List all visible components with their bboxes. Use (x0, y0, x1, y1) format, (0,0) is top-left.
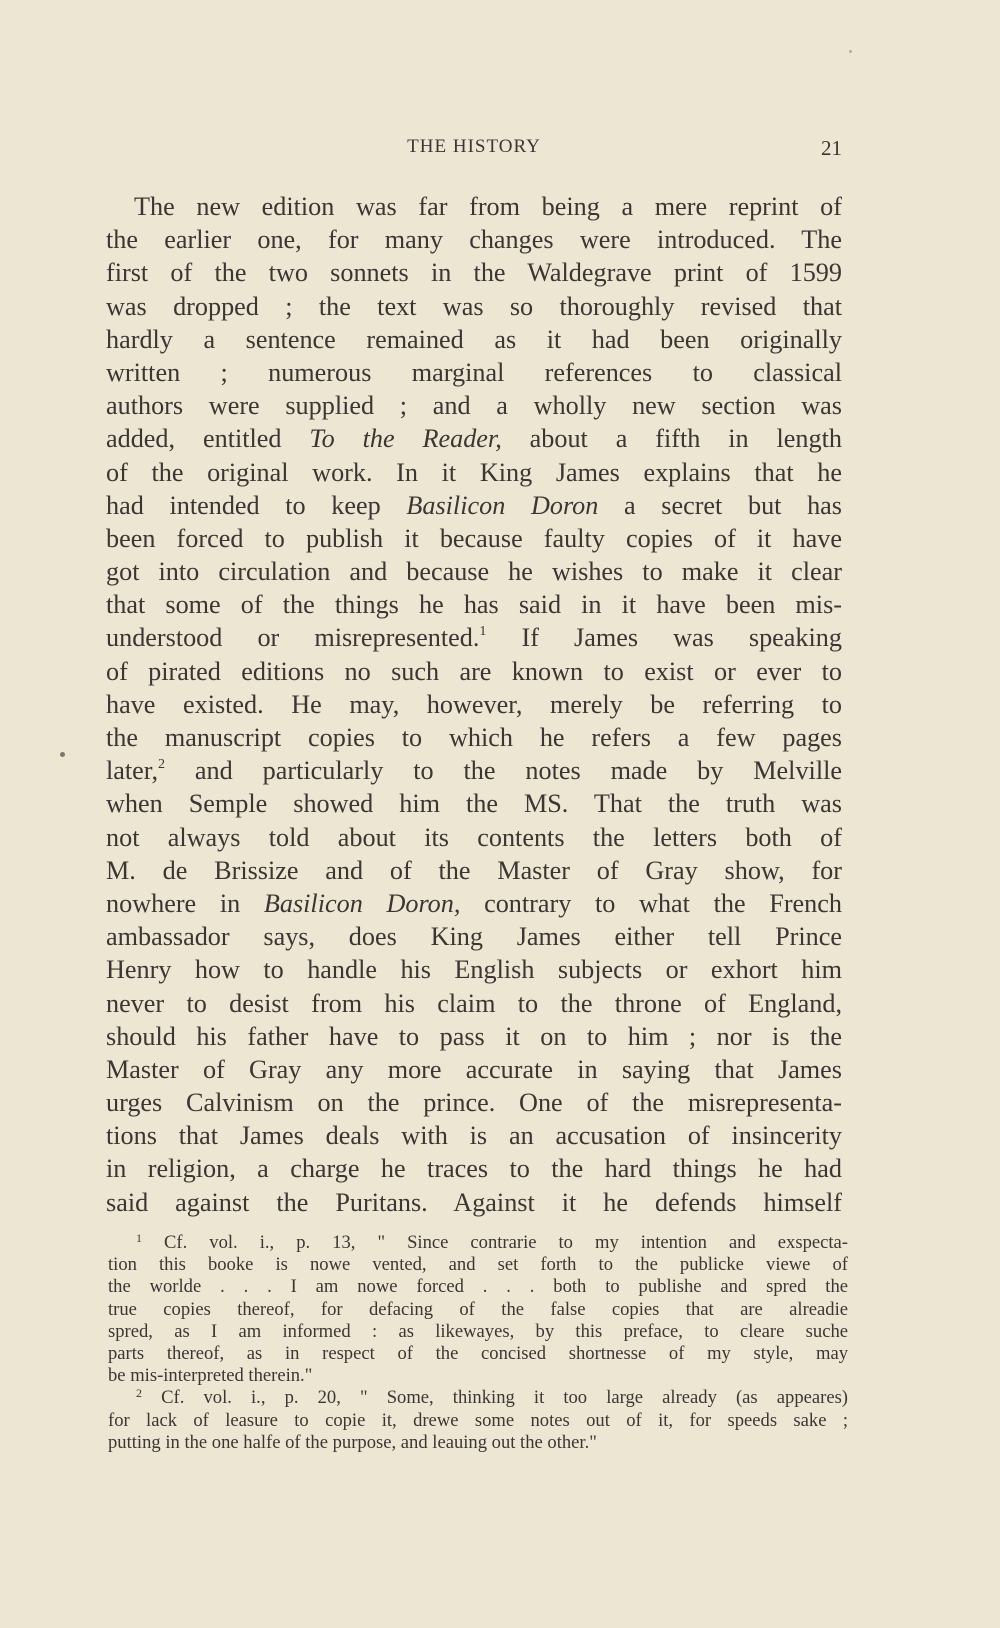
text-line: not always told about its contents the letters both of (106, 822, 842, 852)
footnote-line: the worlde . . . I am nowe forced . . . both to publishe and spred the (108, 1276, 848, 1298)
text-line (106, 422, 842, 455)
text-line: hardly a sentence remained as it had been originally (106, 324, 842, 354)
text-line: the earlier one, for many changes were introduced. The (106, 225, 842, 255)
text-line (106, 621, 842, 654)
text-line: been forced to publish it because faulty copies of it have (106, 523, 842, 553)
italic-title: Basilicon Doron (406, 490, 599, 520)
footnote-text: Cf. vol. i., p. 13, " Since contrarie to my intention and exspecta- (164, 1232, 848, 1253)
text-fragment: about a fifth in length (501, 424, 842, 454)
footnotes (108, 1232, 848, 1454)
footnote-line (108, 1387, 848, 1409)
footnote-line: putting in the one halfe of the purpose, and leauing out the other." (108, 1431, 597, 1453)
italic-title: To the Reader, (309, 424, 502, 454)
text-line: M. de Brissize and of the Master of Gray show, for (106, 855, 842, 885)
text-line: authors were supplied ; and a wholly new section was (106, 391, 842, 421)
footnote-line: spred, as I am informed : as likewayes, by this preface, to cleare suche (108, 1320, 848, 1342)
text-fragment: If James was speaking (486, 623, 842, 653)
text-fragment: added, entitled (106, 424, 310, 454)
running-title: THE HISTORY (407, 136, 541, 157)
footnote-line (108, 1232, 848, 1254)
text-line: The new edition was far from being a mere reprint of (134, 192, 842, 221)
footnote-line: for lack of leasure to copie it, drewe some notes out of it, for speeds sake ; (108, 1409, 848, 1431)
text-line: have existed. He may, however, merely be referring to (106, 689, 842, 719)
text-line: of pirated editions no such are known to exist or ever to (106, 656, 842, 686)
page-number: 21 (821, 136, 842, 160)
text-line (106, 887, 842, 920)
text-line: of the original work. In it King James explains that he (106, 457, 842, 487)
text-fragment: understood or misrepresented. (106, 623, 480, 653)
text-line: in religion, a charge he traces to the hard things he had (106, 1154, 842, 1184)
text-fragment: nowhere in (106, 888, 264, 918)
italic-title: Basilicon Doron, (263, 888, 461, 918)
text-line: never to desist from his claim to the throne of England, (106, 988, 842, 1018)
footnote-text: Cf. vol. i., p. 20, " Some, thinking it too large already (as appeares) (161, 1387, 848, 1409)
footnote-line: tion this booke is nowe vented, and set forth to the publicke viewe of (108, 1254, 848, 1276)
text-line: Master of Gray any more accurate in saying that James (106, 1054, 842, 1084)
text-line: got into circulation and because he wishes to make it clear (106, 557, 842, 587)
footnote-marker: 2 (136, 1386, 142, 1401)
body-text (106, 190, 842, 1219)
text-line (106, 489, 842, 522)
footnote-reference: 1 (479, 624, 487, 640)
text-line: when Semple showed him the MS. That the truth was (106, 789, 842, 819)
text-line: that some of the things he has said in it have been mis- (106, 590, 842, 620)
text-line: tions that James deals with is an accusation of insincerity (106, 1121, 842, 1151)
text-line: said against the Puritans. Against it he defends himself (106, 1187, 842, 1217)
text-line (106, 754, 842, 787)
running-head (106, 136, 842, 162)
text-fragment: contrary to what the French (460, 888, 842, 918)
text-line: urges Calvinism on the prince. One of the misrepresenta- (106, 1088, 842, 1118)
text-fragment: had intended to keep (106, 490, 407, 520)
text-fragment: a secret but has (598, 490, 842, 520)
footnote-line: true copies thereof, for defacing of the false copies that are alreadie (108, 1298, 848, 1320)
text-line: Henry how to handle his English subjects or exhort him (106, 955, 842, 985)
text-line: first of the two sonnets in the Waldegrave print of 1599 (106, 258, 842, 288)
footnote-line: be mis-interpreted therein." (108, 1365, 313, 1387)
footnote-marker: 1 (136, 1231, 142, 1245)
text-line: the manuscript copies to which he refers a few pages (106, 723, 842, 752)
text-line: ambassador says, does King James either tell Prince (106, 922, 842, 952)
text-line: was dropped ; the text was so thoroughly revised that (106, 291, 842, 321)
footnote-reference: 2 (158, 757, 166, 773)
text-line: should his father have to pass it on to him ; nor is the (106, 1021, 842, 1051)
text-fragment: later, (106, 756, 159, 786)
paper-speck (849, 50, 852, 53)
text-fragment: and particularly to the notes made by Melville (165, 756, 842, 786)
paper-speck (60, 752, 65, 757)
text-line: written ; numerous marginal references to classical (106, 357, 842, 387)
footnote-line: parts thereof, as in respect of the concised shortnesse of my style, may (108, 1342, 848, 1364)
